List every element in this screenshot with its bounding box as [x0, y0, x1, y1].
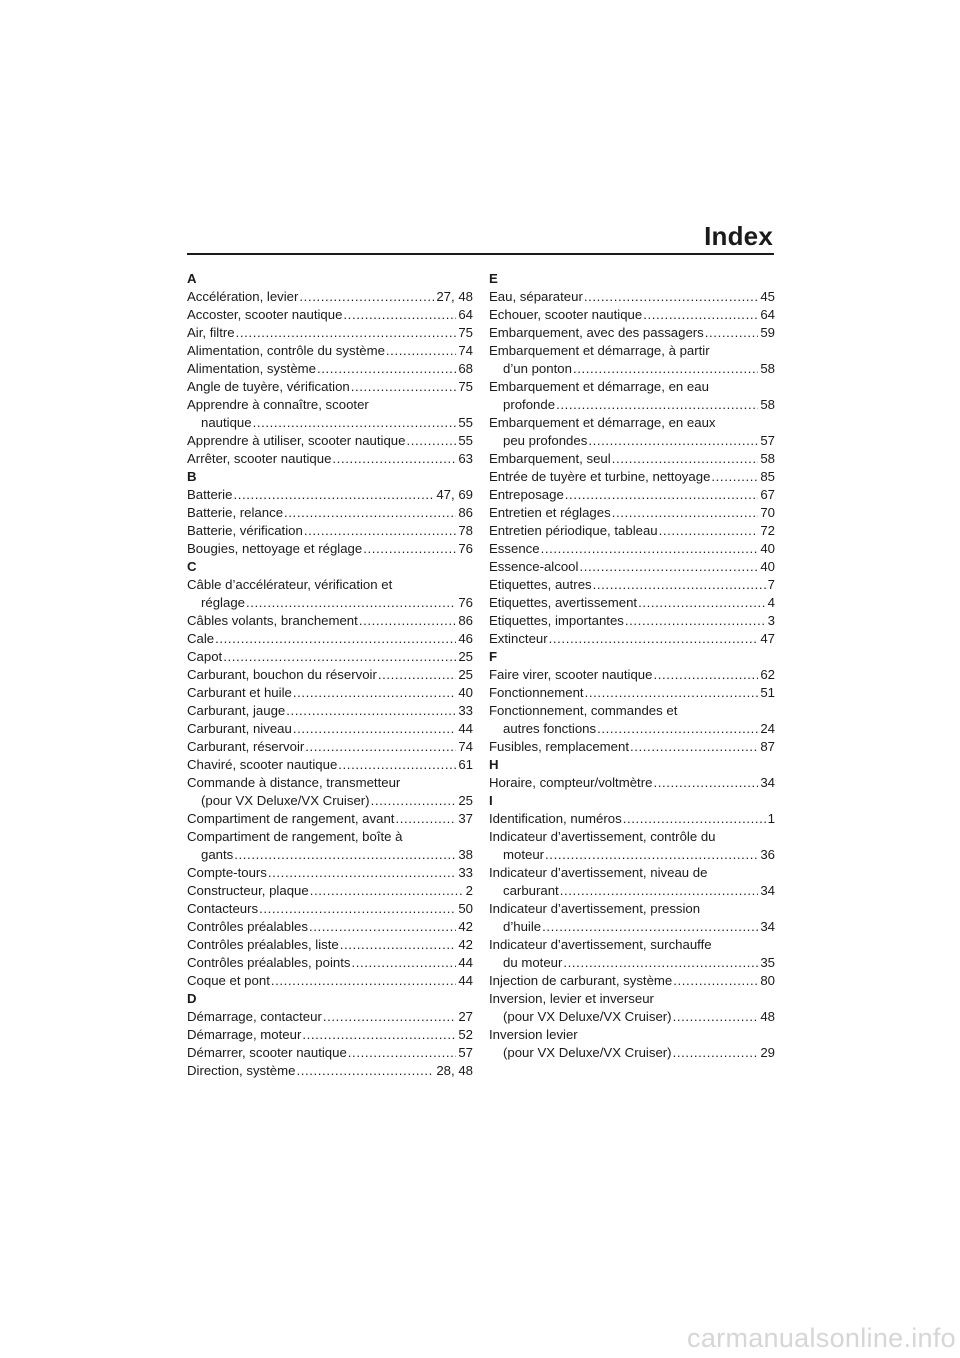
index-entry [489, 576, 775, 594]
index-entry [187, 288, 473, 306]
index-section-letter: I [489, 793, 493, 808]
dot-leader [541, 540, 759, 558]
index-entry [489, 720, 775, 738]
index-entry-term: Identification, numéros [489, 811, 622, 826]
dot-leader [560, 882, 759, 900]
dot-leader [286, 702, 456, 720]
index-entry-term: Entretien périodique, tableau [489, 523, 658, 538]
index-entry [187, 918, 473, 936]
index-entry-pages: 75 [458, 379, 473, 394]
index-entry-heading: Inversion, levier et inverseur [489, 991, 654, 1006]
index-entry [187, 324, 473, 342]
index-entry-term: Entrée de tuyère et turbine, nettoyage [489, 469, 711, 484]
index-entry-term: Carburant, réservoir [187, 739, 305, 754]
index-entry [187, 666, 473, 684]
index-section-letter: E [489, 271, 498, 286]
dot-leader [625, 612, 766, 630]
dot-leader [323, 1008, 456, 1026]
index-entry-term: Démarrer, scooter nautique [187, 1045, 347, 1060]
index-entry [489, 324, 775, 342]
index-entry [489, 612, 775, 630]
index-entry-pages: 24 [760, 721, 775, 736]
index-entry-pages: 33 [458, 703, 473, 718]
dot-leader [653, 774, 758, 792]
dot-leader [545, 846, 758, 864]
index-entry-term: Apprendre à utiliser, scooter nautique [187, 433, 406, 448]
dot-leader [233, 486, 434, 504]
index-entry-term: Batterie [187, 487, 233, 502]
index-entry [489, 918, 775, 936]
dot-leader [386, 342, 456, 360]
index-entry [489, 846, 775, 864]
index-entry-pages: 47, 69 [436, 487, 473, 502]
index-entry-term: Câbles volants, branchement [187, 613, 358, 628]
index-entry-pages: 42 [458, 937, 473, 952]
index-entry [187, 1026, 473, 1044]
index-entry-term: Etiquettes, importantes [489, 613, 624, 628]
index-entry [187, 522, 473, 540]
index-section-letter: C [187, 559, 197, 574]
index-entry-heading: Inversion levier [489, 1027, 578, 1042]
index-entry-pages: 57 [458, 1045, 473, 1060]
index-entry-term: Contrôles préalables [187, 919, 308, 934]
index-entry [489, 504, 775, 522]
dot-leader [351, 378, 457, 396]
index-entry-term: d’un ponton [503, 361, 572, 376]
index-entry-term: Arrêter, scooter nautique [187, 451, 332, 466]
index-entry-term: Alimentation, système [187, 361, 316, 376]
dot-leader [612, 450, 759, 468]
index-entry-pages: 29 [760, 1045, 775, 1060]
index-entry-heading: Indicateur d’avertissement, contrôle du [489, 829, 716, 844]
index-entry-term: Batterie, vérification [187, 523, 303, 538]
index-entry-term: Accélération, levier [187, 289, 299, 304]
index-entry [187, 630, 473, 648]
index-entry-pages: 38 [458, 847, 473, 862]
index-entry-pages: 46 [458, 631, 473, 646]
index-entry-term: Injection de carburant, système [489, 973, 673, 988]
index-entry [489, 810, 775, 828]
index-entry-term: du moteur [503, 955, 563, 970]
dot-leader [711, 468, 758, 486]
index-entry-pages: 50 [458, 901, 473, 916]
index-entry-term: Direction, système [187, 1063, 296, 1078]
index-entry [187, 1044, 473, 1062]
dot-leader [309, 918, 456, 936]
index-entry [187, 540, 473, 558]
dot-leader [343, 306, 456, 324]
index-entry-pages: 74 [458, 739, 473, 754]
index-entry-pages: 57 [760, 433, 775, 448]
dot-leader [563, 954, 758, 972]
dot-leader [673, 1044, 759, 1062]
index-entry-pages: 58 [760, 361, 775, 376]
index-entry [187, 1008, 473, 1026]
index-column-right [489, 270, 775, 1062]
index-section-letter: D [187, 991, 197, 1006]
index-entry-heading: Indicateur d’avertissement, surchauffe [489, 937, 712, 952]
index-entry-term: Embarquement, seul [489, 451, 611, 466]
index-entry-term: gants [201, 847, 234, 862]
index-entry-term: Air, filtre [187, 325, 235, 340]
index-entry-term: Essence-alcool [489, 559, 579, 574]
index-entry [187, 738, 473, 756]
index-entry-term: Contrôles préalables, liste [187, 937, 339, 952]
index-entry-term: Carburant, jauge [187, 703, 286, 718]
index-entry-term: Entreposage [489, 487, 564, 502]
index-entry [187, 936, 473, 954]
dot-leader [215, 630, 456, 648]
dot-leader [638, 594, 766, 612]
index-entry-term: (pour VX Deluxe/VX Cruiser) [503, 1009, 672, 1024]
index-entry-term: Contrôles préalables, points [187, 955, 351, 970]
watermark: carmanualsonline.info [687, 1323, 956, 1353]
index-entry-pages: 25 [458, 793, 473, 808]
dot-leader [549, 630, 759, 648]
index-entry [187, 342, 473, 360]
index-entry [489, 486, 775, 504]
index-entry [489, 972, 775, 990]
index-entry [489, 666, 775, 684]
dot-leader [565, 486, 759, 504]
index-entry-heading: Câble d’accélérateur, vérification et [187, 577, 393, 592]
index-entry-pages: 86 [458, 505, 473, 520]
dot-leader [332, 450, 456, 468]
index-entry [489, 522, 775, 540]
index-entry-pages: 59 [760, 325, 775, 340]
index-entry-pages: 85 [760, 469, 775, 484]
index-section-letter: H [489, 757, 499, 772]
index-entry-term: Embarquement, avec des passagers [489, 325, 704, 340]
index-entry-pages: 58 [760, 397, 775, 412]
index-entry-pages: 72 [760, 523, 775, 538]
index-entry-heading: Compartiment de rangement, boîte à [187, 829, 403, 844]
index-entry-pages: 27, 48 [436, 289, 473, 304]
index-entry-pages: 44 [458, 721, 473, 736]
index-entry-pages: 27 [458, 1009, 473, 1024]
index-entry [489, 288, 775, 306]
index-entry-pages: 25 [458, 649, 473, 664]
dot-leader [310, 882, 464, 900]
index-entry [187, 954, 473, 972]
index-entry-term: Compartiment de rangement, avant [187, 811, 395, 826]
dot-leader [299, 288, 434, 306]
index-entry-term: Echouer, scooter nautique [489, 307, 643, 322]
index-entry-heading: Embarquement et démarrage, en eaux [489, 415, 716, 430]
index-entry [489, 450, 775, 468]
index-entry-term: Faire virer, scooter nautique [489, 667, 653, 682]
index-entry-term: carburant [503, 883, 559, 898]
index-entry-pages: 48 [760, 1009, 775, 1024]
index-entry [187, 450, 473, 468]
index-entry [489, 1008, 775, 1026]
index-entry-pages: 40 [458, 685, 473, 700]
index-entry-pages: 52 [458, 1027, 473, 1042]
dot-leader [359, 612, 457, 630]
index-entry [187, 810, 473, 828]
index-entry [187, 792, 473, 810]
index-entry-term: Coque et pont [187, 973, 270, 988]
index-entry [489, 432, 775, 450]
index-entry-term: Contacteurs [187, 901, 259, 916]
index-entry [187, 504, 473, 522]
index-entry-term: profonde [503, 397, 556, 412]
title-rule [187, 253, 774, 255]
index-entry-term: Cale [187, 631, 215, 646]
dot-leader [223, 648, 456, 666]
index-entry-pages: 7 [767, 577, 775, 592]
index-column-left [187, 270, 473, 1080]
index-entry [187, 648, 473, 666]
index-entry [489, 630, 775, 648]
index-entry [187, 684, 473, 702]
index-entry-term: Essence [489, 541, 540, 556]
index-entry-term: Carburant, niveau [187, 721, 292, 736]
dot-leader [363, 540, 456, 558]
dot-leader [705, 324, 759, 342]
index-entry-pages: 36 [760, 847, 775, 862]
index-entry-term: Capot [187, 649, 223, 664]
dot-leader [305, 738, 456, 756]
index-entry-term: réglage [201, 595, 245, 610]
index-entry-pages: 35 [760, 955, 775, 970]
dot-leader [556, 396, 758, 414]
index-entry [187, 432, 473, 450]
dot-leader [271, 972, 456, 990]
index-entry-pages: 47 [760, 631, 775, 646]
index-entry [489, 1044, 775, 1062]
index-entry-term: Bougies, nettoyage et réglage [187, 541, 363, 556]
index-entry-pages: 86 [458, 613, 473, 628]
index-entry-pages: 37 [458, 811, 473, 826]
dot-leader [593, 576, 766, 594]
index-entry-term: (pour VX Deluxe/VX Cruiser) [503, 1045, 672, 1060]
index-entry-term: Angle de tuyère, vérification [187, 379, 350, 394]
index-entry [489, 558, 775, 576]
index-entry [489, 774, 775, 792]
dot-leader [351, 954, 456, 972]
index-entry-heading: Fonctionnement, commandes et [489, 703, 678, 718]
index-entry [489, 306, 775, 324]
index-entry-term: Accoster, scooter nautique [187, 307, 343, 322]
index-entry-term: Compte-tours [187, 865, 267, 880]
index-entry-term: moteur [503, 847, 545, 862]
index-entry-pages: 45 [760, 289, 775, 304]
index-entry-pages: 78 [458, 523, 473, 538]
index-entry-term: Alimentation, contrôle du système [187, 343, 385, 358]
index-entry-term: Entretien et réglages [489, 505, 611, 520]
dot-leader [246, 594, 456, 612]
index-entry-pages: 2 [465, 883, 473, 898]
dot-leader [406, 432, 456, 450]
index-entry [489, 738, 775, 756]
dot-leader [630, 738, 758, 756]
dot-leader [673, 972, 758, 990]
index-entry [489, 954, 775, 972]
dot-leader [293, 720, 456, 738]
index-entry-pages: 62 [760, 667, 775, 682]
index-entry-pages: 87 [760, 739, 775, 754]
index-entry-pages: 55 [458, 433, 473, 448]
index-entry [187, 864, 473, 882]
index-entry [489, 594, 775, 612]
index-entry-term: peu profondes [503, 433, 588, 448]
dot-leader [395, 810, 456, 828]
index-entry-term: Chaviré, scooter nautique [187, 757, 338, 772]
index-entry-term: Carburant et huile [187, 685, 292, 700]
dot-leader [623, 810, 766, 828]
index-section-letter: A [187, 271, 197, 286]
index-entry-pages: 40 [760, 541, 775, 556]
index-entry-pages: 34 [760, 883, 775, 898]
index-entry [187, 360, 473, 378]
index-entry [187, 846, 473, 864]
dot-leader [378, 666, 456, 684]
index-entry-pages: 4 [767, 595, 775, 610]
index-entry [187, 486, 473, 504]
dot-leader [302, 1026, 456, 1044]
page-title: Index [704, 221, 773, 251]
index-entry [187, 720, 473, 738]
index-entry-heading: Commande à distance, transmetteur [187, 775, 401, 790]
dot-leader [612, 504, 759, 522]
dot-leader [673, 1008, 759, 1026]
index-entry-pages: 55 [458, 415, 473, 430]
dot-leader [653, 666, 758, 684]
dot-leader [348, 1044, 457, 1062]
dot-leader [371, 792, 457, 810]
index-entry-pages: 75 [458, 325, 473, 340]
index-entry-term: nautique [201, 415, 252, 430]
index-entry-pages: 25 [458, 667, 473, 682]
index-entry [489, 396, 775, 414]
index-entry-pages: 80 [760, 973, 775, 988]
index-entry [187, 306, 473, 324]
index-entry-pages: 64 [458, 307, 473, 322]
index-entry [187, 882, 473, 900]
dot-leader [573, 360, 758, 378]
dot-leader [259, 900, 456, 918]
dot-leader [293, 684, 456, 702]
dot-leader [597, 720, 758, 738]
index-entry-term: Batterie, relance [187, 505, 284, 520]
dot-leader [659, 522, 759, 540]
index-entry-pages: 63 [458, 451, 473, 466]
index-entry-heading: Apprendre à connaître, scooter [187, 397, 369, 412]
index-entry-term: Démarrage, moteur [187, 1027, 302, 1042]
index-entry-term: Extincteur [489, 631, 548, 646]
index-entry-pages: 44 [458, 973, 473, 988]
index-entry-pages: 74 [458, 343, 473, 358]
dot-leader [253, 414, 457, 432]
index-section-letter: F [489, 649, 498, 664]
index-entry-term: Fusibles, remplacement [489, 739, 629, 754]
dot-leader [643, 306, 758, 324]
index-entry-pages: 33 [458, 865, 473, 880]
dot-leader [236, 324, 457, 342]
dot-leader [268, 864, 456, 882]
dot-leader [338, 756, 456, 774]
index-entry-pages: 42 [458, 919, 473, 934]
index-entry-term: Constructeur, plaque [187, 883, 309, 898]
index-entry-term: (pour VX Deluxe/VX Cruiser) [201, 793, 370, 808]
index-entry [489, 360, 775, 378]
index-entry [489, 684, 775, 702]
index-entry-pages: 70 [760, 505, 775, 520]
dot-leader [304, 522, 457, 540]
index-entry-pages: 64 [760, 307, 775, 322]
dot-leader [579, 558, 758, 576]
index-entry-heading: Indicateur d’avertissement, niveau de [489, 865, 708, 880]
index-entry-pages: 1 [767, 811, 775, 826]
index-entry [187, 702, 473, 720]
index-entry-pages: 61 [458, 757, 473, 772]
index-entry-heading: Embarquement et démarrage, à partir [489, 343, 710, 358]
index-entry-heading: Indicateur d’avertissement, pression [489, 901, 701, 916]
index-entry-term: Fonctionnement [489, 685, 584, 700]
index-entry-term: Horaire, compteur/voltmètre [489, 775, 653, 790]
index-entry-pages: 51 [760, 685, 775, 700]
index-entry-pages: 28, 48 [436, 1063, 473, 1078]
index-entry-pages: 68 [458, 361, 473, 376]
index-entry-term: Démarrage, contacteur [187, 1009, 322, 1024]
index-entry [489, 882, 775, 900]
index-entry-term: Carburant, bouchon du réservoir [187, 667, 377, 682]
index-entry [187, 1062, 473, 1080]
index-entry-pages: 3 [767, 613, 775, 628]
dot-leader [588, 432, 758, 450]
index-entry [489, 540, 775, 558]
index-entry-pages: 34 [760, 919, 775, 934]
index-entry-pages: 44 [458, 955, 473, 970]
index-entry [187, 378, 473, 396]
index-entry-term: Etiquettes, autres [489, 577, 592, 592]
index-entry-term: Eau, séparateur [489, 289, 583, 304]
dot-leader [296, 1062, 434, 1080]
index-entry [187, 756, 473, 774]
index-entry-heading: Embarquement et démarrage, en eau [489, 379, 709, 394]
index-entry-pages: 67 [760, 487, 775, 502]
dot-leader [284, 504, 456, 522]
index-entry-pages: 76 [458, 541, 473, 556]
index-entry-pages: 40 [760, 559, 775, 574]
dot-leader [585, 684, 759, 702]
index-entry-term: d’huile [503, 919, 542, 934]
dot-leader [340, 936, 457, 954]
dot-leader [317, 360, 456, 378]
index-entry-pages: 76 [458, 595, 473, 610]
index-entry [489, 468, 775, 486]
index-entry [187, 900, 473, 918]
index-entry [187, 612, 473, 630]
index-entry-term: Etiquettes, avertissement [489, 595, 638, 610]
index-section-letter: B [187, 469, 197, 484]
index-entry [187, 414, 473, 432]
index-entry [187, 594, 473, 612]
index-entry-term: autres fonctions [503, 721, 597, 736]
dot-leader [542, 918, 758, 936]
dot-leader [234, 846, 456, 864]
index-entry-pages: 58 [760, 451, 775, 466]
index-entry-pages: 34 [760, 775, 775, 790]
index-entry [187, 972, 473, 990]
dot-leader [584, 288, 758, 306]
